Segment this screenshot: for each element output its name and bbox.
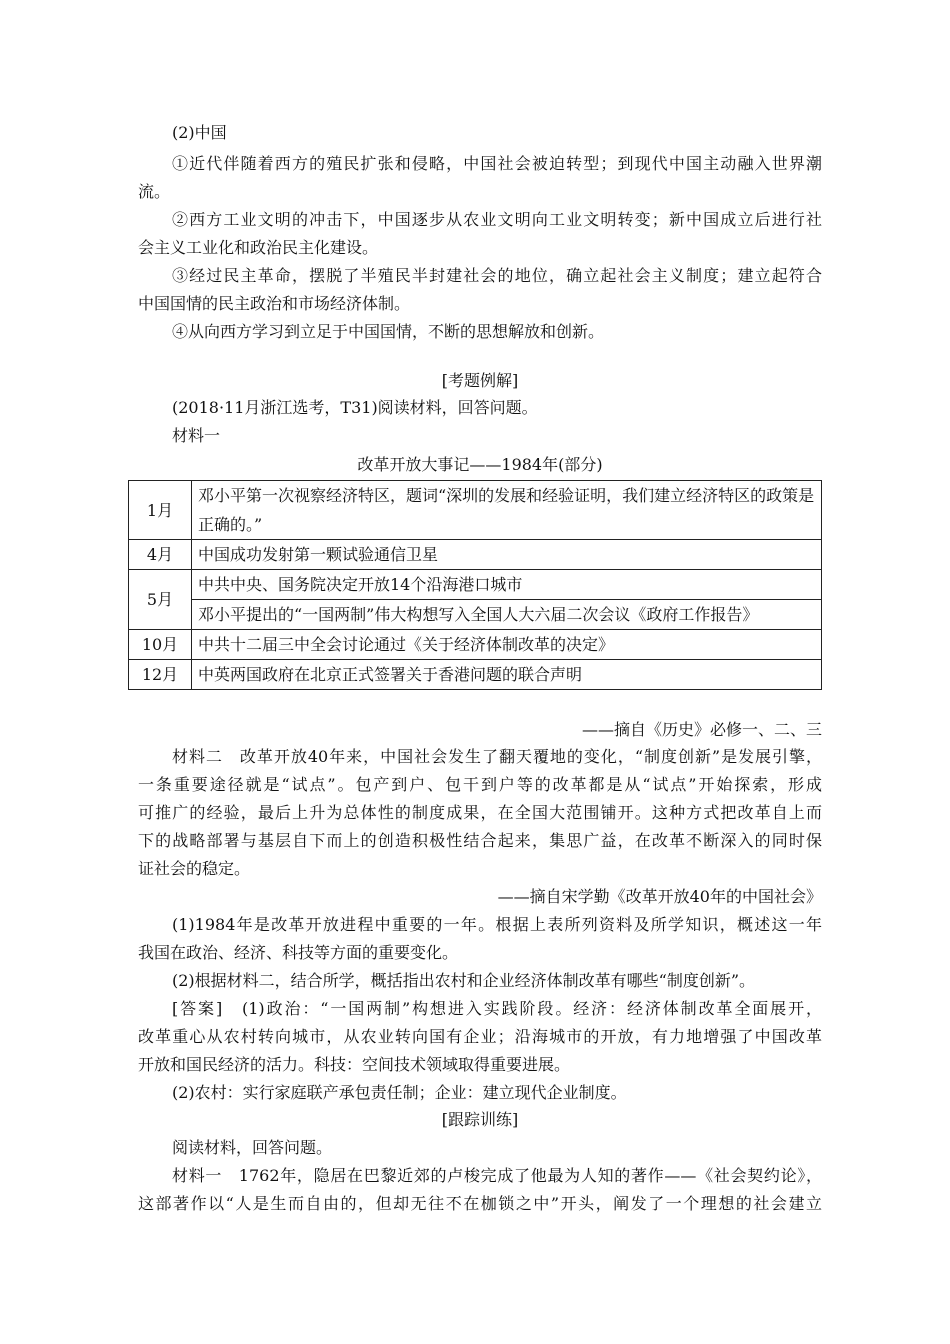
- example-section-title: [考题例解]: [441, 371, 519, 390]
- material2-line-2: 一条重要途径就是“试点”。包产到户、包干到户等的改革都是从“试点”开始探索，形成: [138, 775, 822, 794]
- table-row: [129, 630, 822, 660]
- table-row: [129, 481, 822, 540]
- material2-line-4: 下的战略部署与基层自下而上的创造积极性结合起来，集思广益，在改革不断深入的同时保: [138, 831, 822, 850]
- table-source: ——摘自《历史》必修一、二、三: [581, 720, 822, 739]
- table-cell-event: 中英两国政府在北京正式签署关于香港问题的联合声明: [192, 660, 822, 690]
- table-cell-month: 4月: [129, 540, 192, 570]
- table-cell-month: 5月: [129, 570, 192, 630]
- china-point-1-line-2: 流。: [138, 182, 171, 201]
- table-row: [129, 540, 822, 570]
- table-row: [129, 600, 822, 630]
- china-point-4: ④从向西方学习到立足于中国国情，不断的思想解放和创新。: [172, 322, 605, 341]
- table-cell-month: 1月: [129, 481, 192, 540]
- material2-line-3: 可推广的经验，最后上升为总体性的制度成果，在全国大范围铺开。这种方式把改革自上而: [138, 803, 822, 822]
- material2-line-1: 材料二 改革开放40年来，中国社会发生了翻天覆地的变化，“制度创新”是发展引擎，: [172, 747, 822, 766]
- table-cell-event: 中国成功发射第一颗试验通信卫星: [192, 540, 822, 570]
- question1-line-1: (1)1984年是改革开放进程中重要的一年。根据上表所列资料及所学知识，概述这一年: [172, 915, 822, 934]
- training-section-title: [跟踪训练]: [441, 1110, 519, 1129]
- answer-2: (2)农村：实行家庭联产承包责任制；企业：建立现代企业制度。: [172, 1083, 627, 1102]
- material1-label: 材料一: [172, 426, 221, 445]
- table-cell-month: 10月: [129, 630, 192, 660]
- events-table: [128, 480, 822, 690]
- question2: (2)根据材料二，结合所学，概括指出农村和企业经济体制改革有哪些“制度创新”。: [172, 971, 756, 990]
- china-point-2-line-1: ②西方工业文明的冲击下，中国逐步从农业文明向工业文明转变；新中国成立后进行社: [172, 210, 822, 229]
- table-row: [129, 570, 822, 600]
- answer-line-1: [答案] (1)政治：“一国两制”构想进入实践阶段。经济：经济体制改革全面展开，: [172, 999, 822, 1018]
- example-source: (2018·11月浙江选考，T31)阅读材料，回答问题。: [172, 398, 538, 417]
- china-heading: (2)中国: [172, 123, 227, 142]
- answer-line-3: 开放和国民经济的活力。科技：空间技术领域取得重要进展。: [138, 1055, 571, 1074]
- table-cell-event: 中共中央、国务院决定开放14个沿海港口城市: [192, 570, 822, 600]
- answer-line-2: 改革重心从农村转向城市，从农业转向国有企业；沿海城市的开放，有力地增强了中国改革: [138, 1027, 822, 1046]
- training-material1-line-2: 这部著作以“人是生而自由的，但却无往不在枷锁之中”开头，阐发了一个理想的社会建立: [138, 1194, 822, 1213]
- china-point-3-line-1: ③经过民主革命，摆脱了半殖民半封建社会的地位，确立起社会主义制度；建立起符合: [172, 266, 822, 285]
- material2-line-5: 证社会的稳定。: [138, 859, 251, 878]
- china-point-3-line-2: 中国国情的民主政治和市场经济体制。: [138, 294, 411, 313]
- table-cell-event: 邓小平第一次视察经济特区，题词“深圳的发展和经验证明，我们建立经济特区的政策是正确的。”: [192, 481, 822, 540]
- table-cell-event: 中共十二届三中全会讨论通过《关于经济体制改革的决定》: [192, 630, 822, 660]
- table-cell-event: 邓小平提出的“一国两制”伟大构想写入全国人大六届二次会议《政府工作报告》: [192, 600, 822, 630]
- china-point-1-line-1: ①近代伴随着西方的殖民扩张和侵略，中国社会被迫转型；到现代中国主动融入世界潮: [172, 154, 822, 173]
- training-instruction: 阅读材料，回答问题。: [172, 1138, 333, 1157]
- training-material1-line-1: 材料一 1762年，隐居在巴黎近郊的卢梭完成了他最为人知的著作——《社会契约论》，: [172, 1166, 822, 1185]
- table-title: 改革开放大事记——1984年(部分): [357, 455, 603, 474]
- material2-source: ——摘自宋学勤《改革开放40年的中国社会》: [497, 887, 822, 906]
- china-point-2-line-2: 会主义工业化和政治民主化建设。: [138, 238, 379, 257]
- question1-line-2: 我国在政治、经济、科技等方面的重要变化。: [138, 943, 459, 962]
- table-cell-month: 12月: [129, 660, 192, 690]
- table-row: [129, 660, 822, 690]
